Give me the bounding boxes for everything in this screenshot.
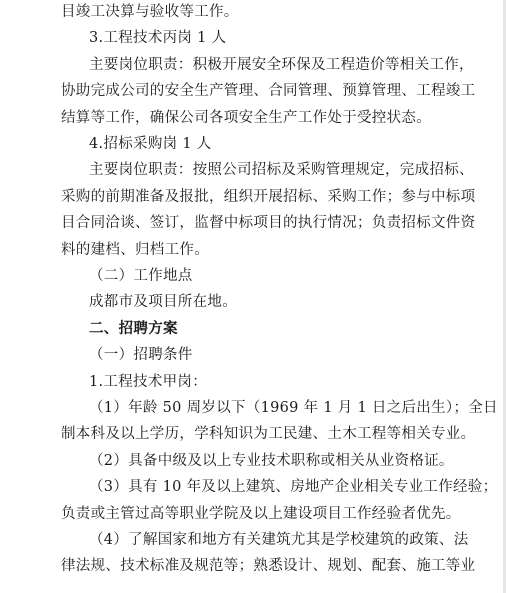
text-line-18: （2）具备中级及以上专业技术职称或相关从业资格证。	[89, 452, 454, 469]
text-line-16: （1）年龄 50 周岁以下（1969 年 1 月 1 日之后出生）；全日	[89, 400, 498, 416]
text-line-2: 3.工程技术丙岗 1 人	[89, 30, 227, 47]
text-line-19: （3）具有 10 年及以上建筑、房地产企业相关专业工作经验；	[89, 479, 498, 496]
text-line-9: 目合同洽谈、签订，监督中标项目的执行情况；负责招标文件资	[61, 215, 476, 232]
text-line-5: 结算等工作，确保公司各项安全生产工作处于受控状态。	[61, 109, 431, 126]
text-line-20: 负责或主管过高等职业学院及以上建设项目工作经验者优先。	[61, 505, 461, 522]
text-line-6: 4.招标采购岗 1 人	[89, 136, 212, 152]
text-line-1: 目竣工决算与验收等工作。	[61, 4, 239, 20]
section-heading-work-location: （二）工作地点	[89, 268, 193, 284]
text-line-12: 成都市及项目所在地。	[89, 294, 237, 311]
text-line-15: 1.工程技术甲岗：	[89, 373, 208, 390]
text-line-3: 主要岗位职责：积极开展安全环保及工程造价等相关工作，	[89, 56, 474, 73]
text-line-17: 制本科及以上学历，学科知识为工民建、土木工程等相关专业。	[61, 426, 476, 443]
text-line-21: （4）了解国家和地方有关建筑尤其是学校建筑的政策、法	[89, 532, 469, 548]
section-heading-recruitment-conditions: （一）招聘条件	[89, 347, 193, 364]
text-line-10: 料的建档、归档工作。	[61, 241, 209, 258]
text-line-4: 协助完成公司的安全生产管理、合同管理、预算管理、工程竣工	[61, 83, 476, 100]
text-line-8: 采购的前期准备及报批，组织开展招标、采购工作；参与中标项	[61, 188, 476, 205]
text-line-7: 主要岗位职责：按照公司招标及采购管理规定，完成招标、	[89, 162, 474, 179]
text-line-22: 律法规、技术标准及规范等；熟悉设计、规划、配套、施工等业	[61, 558, 476, 575]
section-heading-recruitment-plan: 二、招聘方案	[89, 319, 178, 337]
